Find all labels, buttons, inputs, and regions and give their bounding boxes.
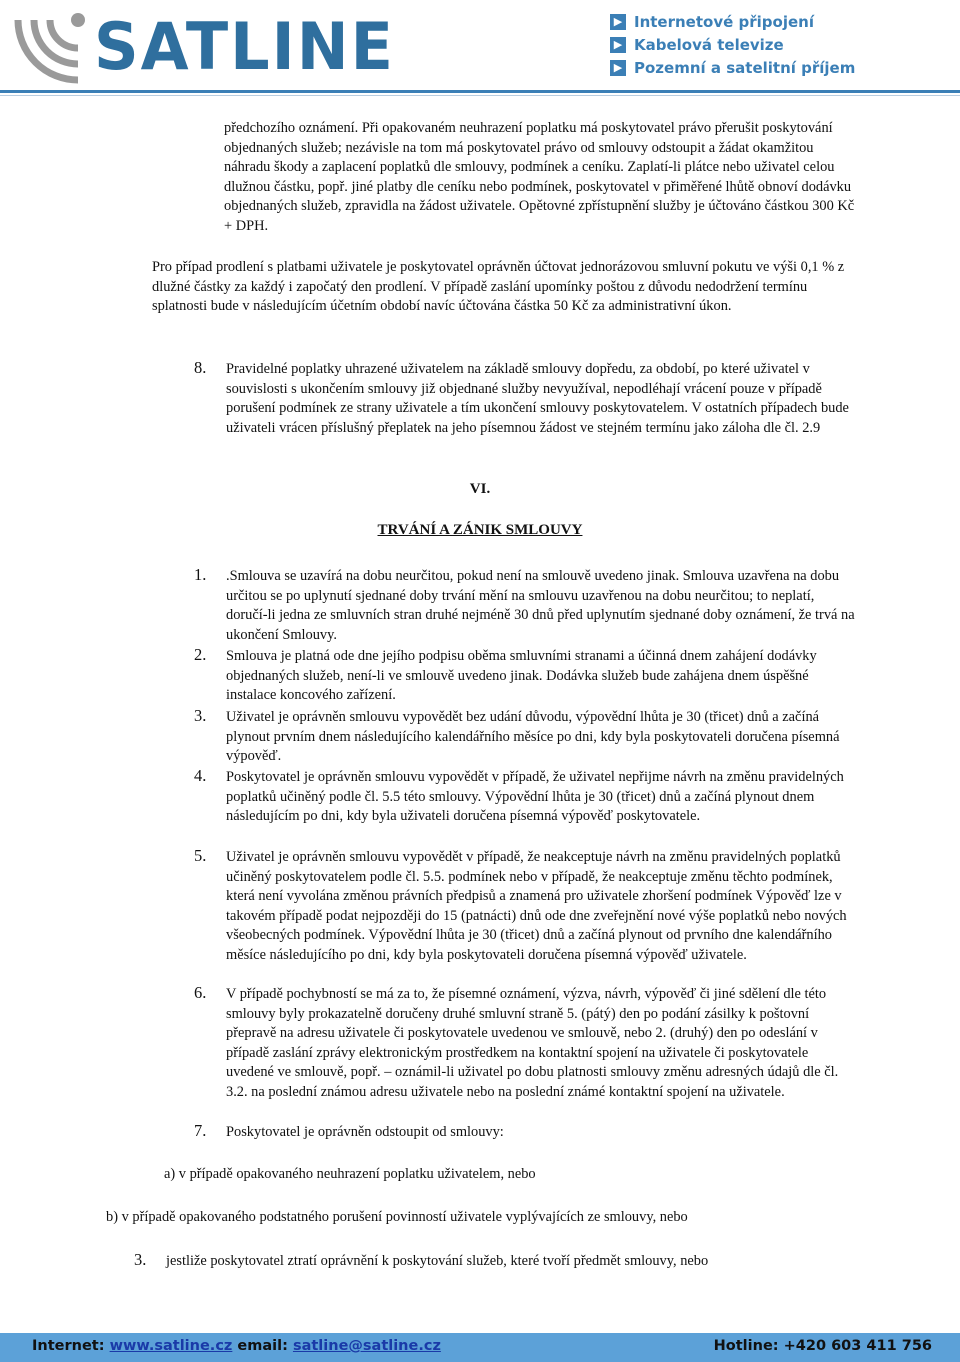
footer-contacts: Internet: www.satline.cz email: satline@satline.cz <box>32 1338 441 1354</box>
section-number: VI. <box>469 481 491 497</box>
section-title: TRVÁNÍ A ZÁNIK SMLOUVY <box>377 522 583 538</box>
signal-waves-icon <box>8 2 98 88</box>
page-header <box>0 0 960 96</box>
logo-wordmark: SATLINE <box>94 7 395 85</box>
paragraph-continuation: předchozího oznámení. Při opakovaném neuhrazení poplatku má poskytovatel právo přerušit poskytování objednaných služeb; nezávisle na tom má poskytovatel právo od smlouvy odstoupit a žádat okamžitou náhradu škody a zaplacení poplatků dle smlouvy, podmínek a ceníku. Zaplatí-li plátce nebo uživatel celou dlužnou částku, popř. jiné platby dle ceníku nebo podmínek, poskytovatel v přiměřené lhůtě obnoví dodávku objednaných služeb, zpravidla na žádost uživatele. Opětovné zpřístupnění služby je účtováno částkou 300 Kč + DPH. <box>224 120 855 234</box>
services-list <box>610 10 950 79</box>
email-link[interactable]: satline@satline.cz <box>292 1338 441 1354</box>
service-item[interactable]: ▶ Internetové připojení <box>610 10 950 33</box>
service-item[interactable]: ▶ Kabelová televize <box>610 33 950 56</box>
arrow-right-icon: ▶ <box>610 60 626 76</box>
arrow-right-icon: ▶ <box>610 37 626 53</box>
header-divider-thin <box>0 95 960 96</box>
sub-item-b: b) v případě opakovaného podstatného porušení povinností uživatele vyplývajících ze smlouvy, nebo <box>106 1209 688 1225</box>
arrow-right-icon: ▶ <box>610 14 626 30</box>
website-link[interactable]: www.satline.cz <box>109 1338 233 1354</box>
paragraph-late-payment: Pro případ prodlení s platbami uživatele je poskytovatel oprávněn účtovat jednorázovou smluvní pokutu ve výši 0,1 % z dlužné částky za každý i započatý den prodlení. V případě zaslání upomínky poštou z důvodu nedodržení termínu splatnosti bude v následujícím účetním období navíc účtována částka 50 Kč za administrativní úkon. <box>152 259 845 314</box>
page-footer <box>0 1333 960 1362</box>
list-item: 8. Pravidelné poplatky uhrazené uživatelem na základě smlouvy dopředu, za období, po které uživatel v souvislosti s ukončením smlouvy již objednané služby nevyužíval, nepodléhají vrácení pouze v případě porušení podmínek ze strany uživatele a tím ukončení smlouvy poskytovatelem. V ostatních případech bude uživateli vrácen příslušný přeplatek na jeho písemnou žádost ve stejném termínu jako záloha dle čl. 2.9 <box>194 358 849 436</box>
hotline: Hotline: +420 603 411 756 <box>713 1338 932 1354</box>
service-item[interactable]: ▶ Pozemní a satelitní příjem <box>610 56 950 79</box>
satline-logo <box>8 2 448 88</box>
sub-item-a: a) v případě opakovaného neuhrazení poplatku uživatelem, nebo <box>164 1166 536 1182</box>
header-divider <box>0 90 960 93</box>
